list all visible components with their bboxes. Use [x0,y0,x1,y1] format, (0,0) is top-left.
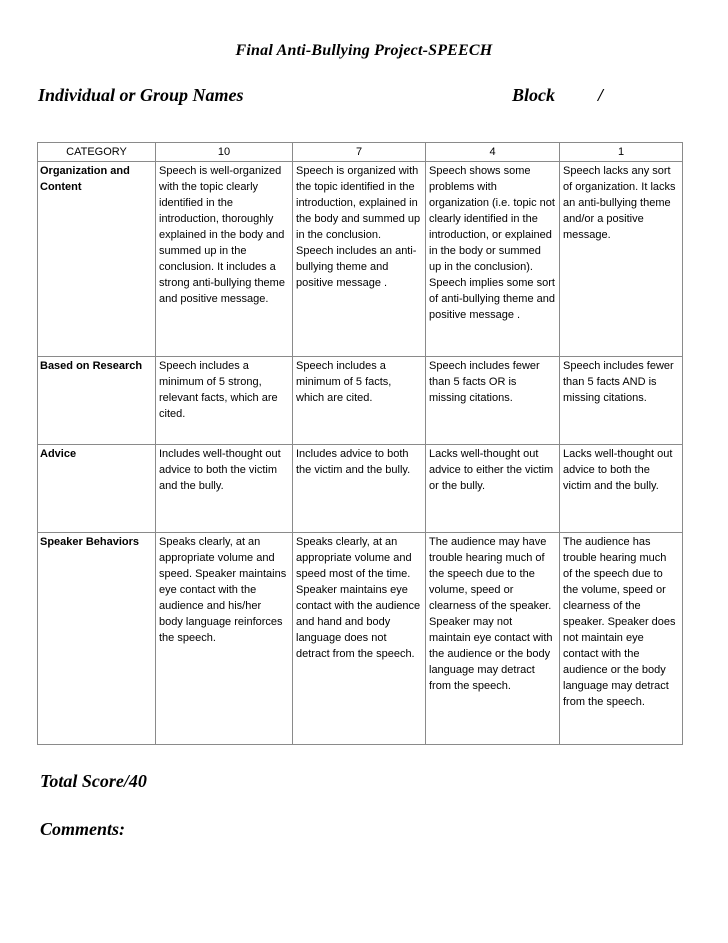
names-label: Individual or Group Names [38,85,244,105]
rubric-cell: Speaks clearly, at an appropriate volume and speed most of the time. Speaker maintains eye contact with the audience and hand and body language does not detract from the speech. [293,533,426,745]
header-category: CATEGORY [38,143,156,162]
names-header-line [38,85,658,109]
table-row [38,533,683,745]
row-category: Based on Research [38,357,156,445]
row-category: Advice [38,445,156,533]
rubric-cell: Speech includes a minimum of 5 strong, relevant facts, which are cited. [156,357,293,445]
rubric-cell: Speech is organized with the topic identified in the introduction, explained in the body and summed up in the conclusion. Speech includes an anti-bullying theme and positive message . [293,162,426,357]
rubric-cell: Speech shows some problems with organization (i.e. topic not clearly identified in the introduction, or explained in the body or summed up in the conclusion). Speech implies some sort of anti-bullying theme and positive message . [426,162,560,357]
rubric-cell: Speech includes fewer than 5 facts OR is missing citations. [426,357,560,445]
rubric-cell: Speech includes fewer than 5 facts AND is missing citations. [560,357,683,445]
table-row [38,357,683,445]
row-category: Speaker Behaviors [38,533,156,745]
rubric-cell: The audience has trouble hearing much of the speech due to the volume, speed or clearness of the speaker. Speaker does not maintain eye contact with the audience or the body language may detract from the speech. [560,533,683,745]
row-category: Organization and Content [38,162,156,357]
rubric-cell: Lacks well-thought out advice to both the victim and the bully. [560,445,683,533]
document-title: Final Anti-Bullying Project-SPEECH [235,42,493,59]
rubric-cell: The audience may have trouble hearing much of the speech due to the volume, speed or clearness of the speaker. Speaker may not maintain eye contact with the audience or the body language may detract from the speech. [426,533,560,745]
header-score-7: 7 [293,143,426,162]
table-row [38,162,683,357]
rubric-cell: Speech lacks any sort of organization. It lacks an anti-bullying theme and/or a positive message. [560,162,683,357]
rubric-header-row [38,143,683,162]
rubric-cell: Lacks well-thought out advice to either the victim or the bully. [426,445,560,533]
rubric-table [37,142,683,745]
rubric-cell: Speech includes a minimum of 5 facts, which are cited. [293,357,426,445]
rubric-cell: Includes well-thought out advice to both the victim and the bully. [156,445,293,533]
rubric-cell: Speaks clearly, at an appropriate volume and speed. Speaker maintains eye contact with the audience and his/her body language reinforces the speech. [156,533,293,745]
comments-label: Comments: [40,819,126,839]
block-separator: / [598,85,604,105]
total-score-label: Total Score/40 [40,771,147,791]
block-label: Block [512,85,555,105]
header-score-10: 10 [156,143,293,162]
header-score-1: 1 [560,143,683,162]
table-row [38,445,683,533]
rubric-cell: Speech is well-organized with the topic clearly identified in the introduction, thoroughly explained in the body and summed up in the conclusion. It includes a strong anti-bullying theme and positive message. [156,162,293,357]
header-score-4: 4 [426,143,560,162]
rubric-cell: Includes advice to both the victim and the bully. [293,445,426,533]
